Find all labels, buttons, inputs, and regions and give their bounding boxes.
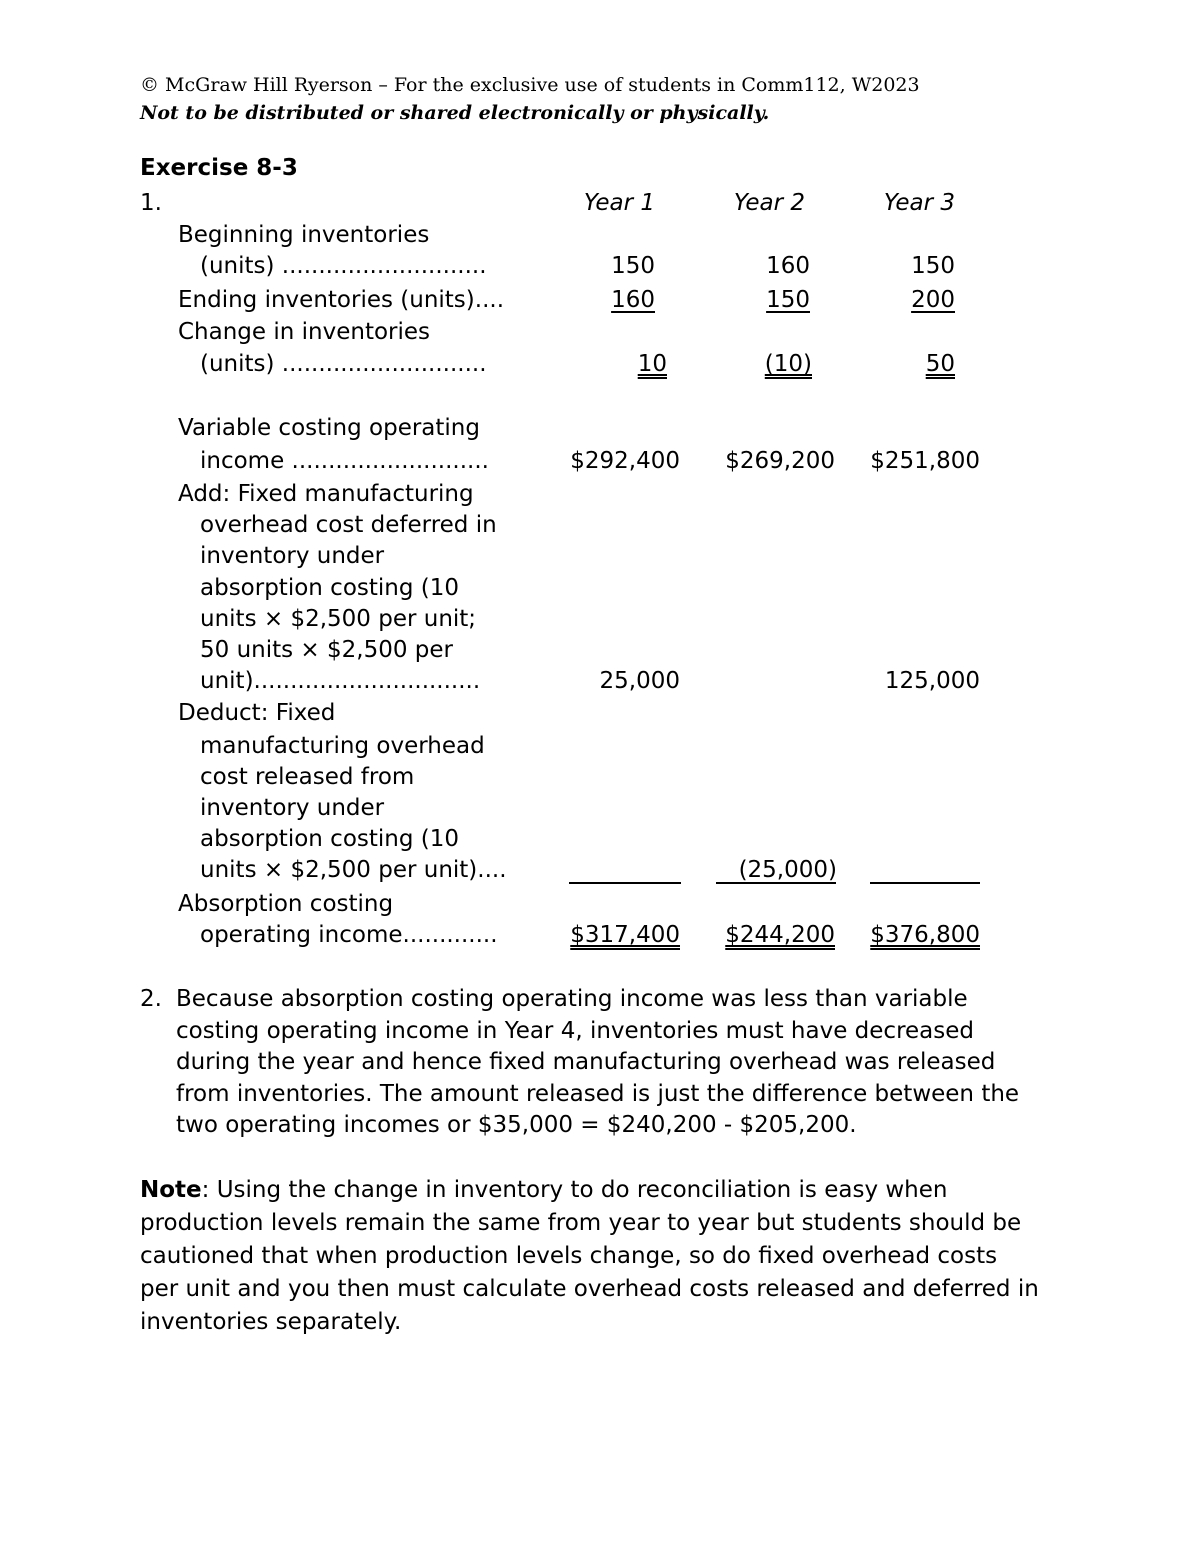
row-label: manufacturing overhead: [200, 733, 485, 759]
row-label: income ...........................: [200, 448, 489, 474]
row-label: Deduct: Fixed: [178, 700, 336, 726]
row-label: overhead cost deferred in: [200, 512, 497, 538]
ending-inv-year-3: 200: [911, 287, 955, 313]
year-3-header: Year 3: [883, 190, 955, 216]
row-label: units × $2,500 per unit)....: [200, 857, 507, 883]
year-2-header: Year 2: [733, 190, 805, 216]
abs-income-year-2: $244,200: [725, 922, 835, 948]
add-fixed-year-3: 125,000: [884, 668, 980, 694]
row-label: Add: Fixed manufacturing: [178, 481, 474, 507]
change-inv-year-1: 10: [637, 351, 667, 377]
add-fixed-year-1: 25,000: [599, 668, 680, 694]
row-label: (units) ............................: [200, 253, 487, 279]
row-label: unit)...............................: [200, 668, 481, 694]
row-label: Variable costing operating: [178, 415, 480, 441]
blank-year-3: [870, 882, 980, 884]
part-2-paragraph: [140, 984, 1040, 1142]
note-text: : Using the change in inventory to do reconciliation is easy when production levels remain the same from year to year but students should be cautioned that when production levels change, so do fixed overhead costs per unit and you then must calculate overhead costs released and deferred in inventories separately.: [140, 1177, 1039, 1335]
row-label: cost released from: [200, 764, 415, 790]
ending-inv-year-1: 160: [611, 287, 655, 313]
var-income-year-3: $251,800: [870, 448, 980, 474]
part-2-text: Because absorption costing operating income was less than variable costing operating income in Year 4, inventories must have decreased during the year and hence fixed manufacturing overhead was released from inventories. The amount released is just the difference between the two operating incomes or $35,000 = $240,200 - $205,200.: [176, 986, 1020, 1138]
part-2-number: 2.: [140, 986, 162, 1012]
row-label: (units) ............................: [200, 351, 487, 377]
row-label: inventory under: [200, 795, 385, 821]
row-label: 50 units × $2,500 per: [200, 637, 454, 663]
distribution-notice: Not to be distributed or shared electronically or physically.: [140, 102, 770, 124]
year-1-header: Year 1: [583, 190, 655, 216]
exercise-title: Exercise 8-3: [140, 155, 298, 181]
row-label: Beginning inventories: [178, 222, 430, 248]
change-inv-year-3: 50: [925, 351, 955, 377]
beginning-inv-year-3: 150: [911, 253, 955, 279]
row-label: absorption costing (10: [200, 826, 460, 852]
part-1-number: 1.: [140, 190, 162, 216]
copyright-header: © McGraw Hill Ryerson – For the exclusive use of students in Comm112, W2023: [140, 74, 920, 96]
row-label: operating income.............: [200, 922, 498, 948]
change-inv-year-2: (10): [764, 351, 812, 377]
note-label: Note: [140, 1177, 202, 1203]
row-label: inventory under: [200, 543, 385, 569]
note-paragraph: [140, 1174, 1040, 1339]
row-label: Ending inventories (units)....: [178, 287, 505, 313]
beginning-inv-year-1: 150: [611, 253, 655, 279]
row-label: units × $2,500 per unit;: [200, 606, 477, 632]
abs-income-year-3: $376,800: [870, 922, 980, 948]
abs-income-year-1: $317,400: [570, 922, 680, 948]
row-label: Absorption costing: [178, 891, 394, 917]
row-label: absorption costing (10: [200, 575, 460, 601]
row-label: Change in inventories: [178, 319, 431, 345]
ending-inv-year-2: 150: [766, 287, 810, 313]
var-income-year-2: $269,200: [725, 448, 835, 474]
deduct-fixed-year-2: (25,000): [738, 857, 837, 883]
beginning-inv-year-2: 160: [766, 253, 810, 279]
blank-year-1: [569, 882, 681, 884]
var-income-year-1: $292,400: [570, 448, 680, 474]
